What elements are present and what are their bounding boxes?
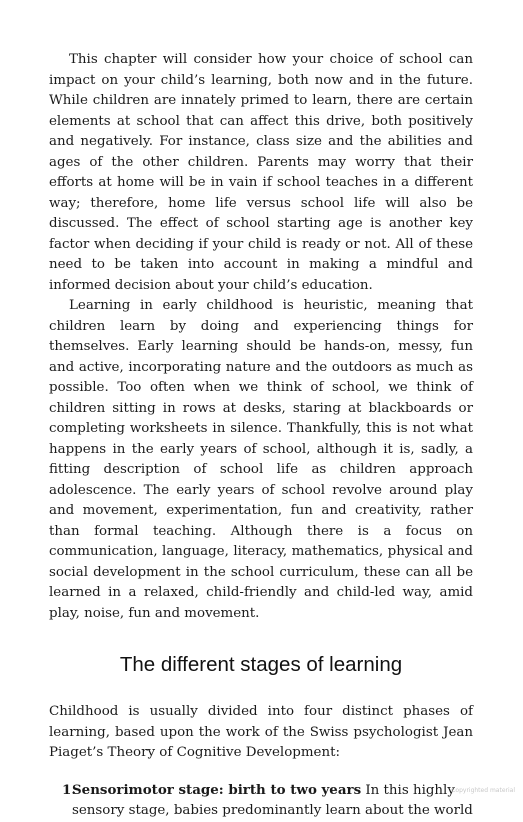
page-body <box>49 50 473 822</box>
list-item-text: In this highly sensory stage, babies predominantly learn about the world <box>72 782 473 818</box>
list-item-body <box>72 780 473 822</box>
list-item-number: 1. <box>62 781 76 798</box>
body-paragraph-1: This chapter will consider how your choice of school can impact on your child’s learning, both now and in the future. While children are innately primed to learn, there are certain elements at school that can affect this drive, both positively and negatively. For instance, class size and the abilities and ages of the other children. Parents may worry that their efforts at home will be in vain if school teaches in a different way; therefore, home life versus school life will also be discussed. The effect of school starting age is another key factor when deciding if your child is ready or not. All of these need to be taken into account in making a mindful and informed decision about your child’s education. <box>49 52 473 293</box>
section-heading: The different stages of learning <box>119 653 403 676</box>
list-item-term: Sensorimotor stage: birth to two years <box>72 781 362 798</box>
list-item <box>49 780 473 822</box>
copyright-watermark: Copyrighted material <box>451 787 515 794</box>
section-intro-paragraph: Childhood is usually divided into four distinct phases of learning, based upon the work of the Swiss psychologist Jean Piaget’s Theory of Cognitive Development: <box>49 704 473 760</box>
stages-list <box>49 780 473 822</box>
body-paragraph-2: Learning in early childhood is heuristic, meaning that children learn by doing and experiencing things for themselves. Early learning should be hands-on, messy, fun and active, incorporating nature and the outdoors as much as possible. Too often when we think of school, we think of children sitting in rows at desks, staring at blackboards or completing worksheets in silence. Thankfully, this is not what happens in the early years of school, although it is, sadly, a fitting description of school life as children approach adolescence. The early years of school revolve around play and movement, experimentation, fun and creativity, rather than formal teaching. Although there is a focus on communication, language, literacy, mathematics, physical and social development in the school curriculum, these can all be learned in a relaxed, child-friendly and child-led way, amid play, noise, fun and movement. <box>49 298 473 621</box>
